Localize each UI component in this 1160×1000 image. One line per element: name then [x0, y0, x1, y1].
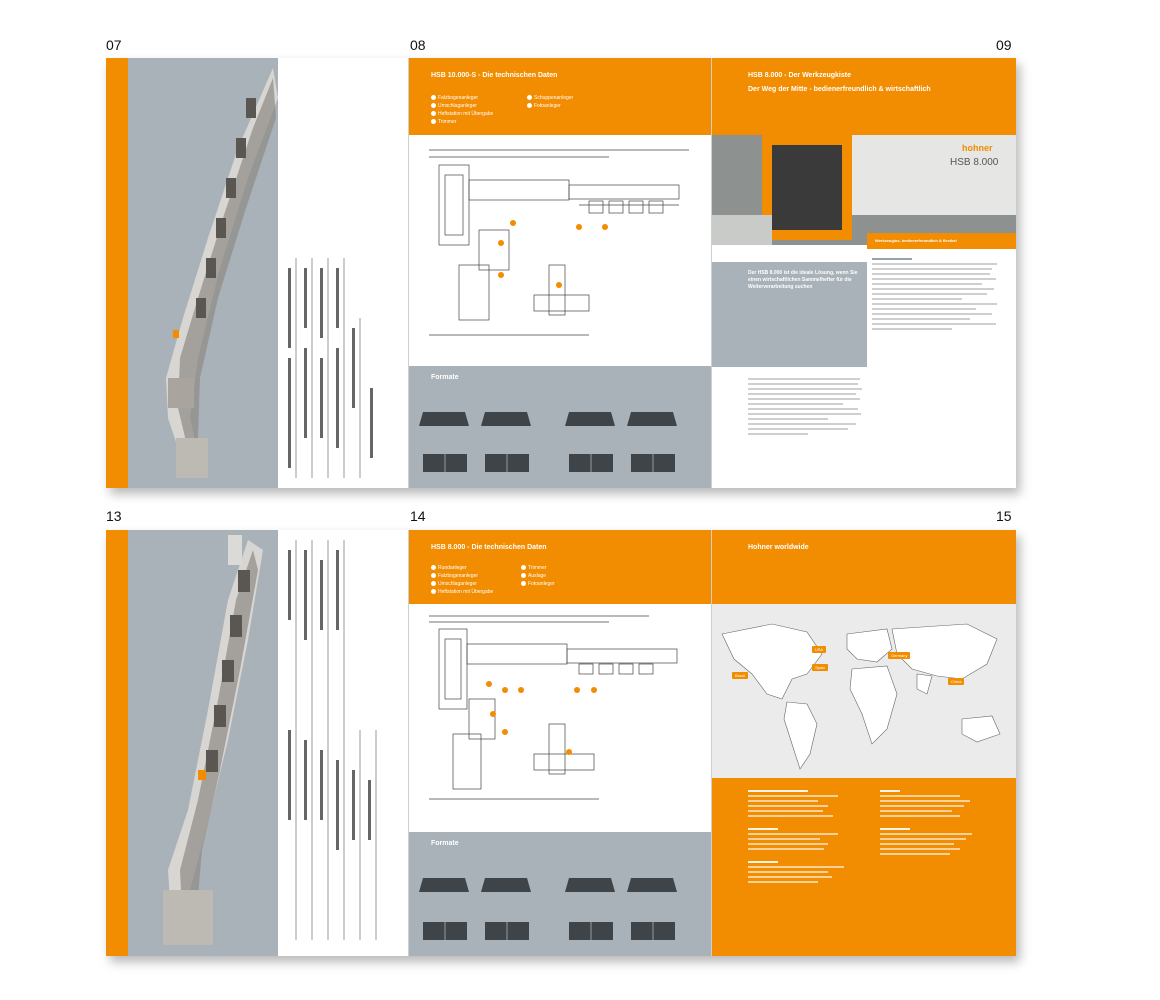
page-07	[106, 58, 408, 488]
legend-item: Trimmer	[431, 118, 493, 126]
machine-photo-panel	[128, 58, 278, 488]
formate-title: Formate	[431, 840, 459, 847]
orange-side-band	[106, 530, 128, 956]
formate-panel	[409, 366, 711, 488]
body-copy	[748, 378, 863, 438]
page-08	[409, 58, 711, 488]
orange-side-band	[106, 58, 128, 488]
spec-table-graphic	[278, 530, 408, 956]
page-14-title: HSB 8.000 - Die technischen Daten	[431, 544, 547, 551]
legend-item: Fotoanleger	[521, 580, 555, 588]
feature-list	[872, 258, 1002, 333]
page-08-header	[409, 58, 711, 135]
legend-item: Schuppenanleger	[527, 94, 573, 102]
world-map	[712, 604, 1016, 778]
machine-photo-icon	[128, 58, 278, 488]
page-14-header	[409, 530, 711, 604]
contacts-col1	[748, 790, 858, 886]
format-diagrams	[409, 366, 711, 488]
legend-item: Umschlaganleger	[431, 102, 493, 110]
formate-title: Formate	[431, 374, 459, 381]
page-15-header	[712, 530, 1016, 604]
contacts-panel	[712, 778, 1016, 956]
map-label-china: China	[948, 678, 964, 685]
machine-model-label: HSB 8.000	[950, 157, 999, 168]
machine-photo-icon	[128, 530, 278, 956]
legend-item: Auslage	[521, 572, 555, 580]
intro-grey-box	[712, 262, 867, 367]
machine-closeup-photo	[712, 135, 1016, 245]
page-14	[409, 530, 711, 956]
formate-panel	[409, 832, 711, 956]
map-label-spain: Spain	[812, 664, 828, 671]
brochure-spread-bottom	[106, 530, 1016, 956]
legend-item: Heftstation mit Übergabe	[431, 110, 493, 118]
brochure-spread-top	[106, 58, 1016, 488]
technical-drawing-icon	[409, 604, 711, 829]
machine-brand-logo: hohner	[962, 143, 993, 153]
legend-item: Heftstation mit Übergabe	[431, 588, 493, 596]
contacts-col2	[880, 790, 990, 858]
page-15-title: Hohner worldwide	[748, 544, 809, 551]
legend-item: Falzbogenanleger	[431, 94, 493, 102]
map-label-brazil: Brazil	[732, 672, 748, 679]
map-label-usa: USA	[812, 646, 826, 653]
page-number-15: 15	[996, 508, 1012, 524]
map-label-germany: Germany	[888, 652, 910, 659]
legend-item: Falzbogenanleger	[431, 572, 493, 580]
page-number-13: 13	[106, 508, 122, 524]
legend-item: Umschlaganleger	[431, 580, 493, 588]
feature-heading-bar	[867, 233, 1016, 249]
page-number-08: 08	[410, 37, 426, 53]
page-14-legend-col2	[521, 564, 555, 588]
spec-table-rotated	[278, 58, 408, 488]
page-09-title: HSB 8.000 - Der Werkzeugkiste	[748, 72, 851, 79]
legend-item: Rundanleger	[431, 564, 493, 572]
page-15	[712, 530, 1016, 956]
page-09	[712, 58, 1016, 488]
format-diagrams	[409, 832, 711, 956]
legend-item: Fotoanleger	[527, 102, 573, 110]
machine-photo-panel	[128, 530, 278, 956]
feature-heading: Werkzeuglos, bedienerfreundlich & flexibel	[875, 238, 957, 243]
page-09-subtitle: Der Weg der Mitte - bedienerfreundlich & wirtschaftlich	[748, 86, 931, 93]
world-map-icon	[712, 604, 1016, 778]
page-number-14: 14	[410, 508, 426, 524]
intro-text: Der HSB 8.000 ist die ideale Lösung, wenn Sie einen wirtschaftlichen Sammelhefter für die Weiterverarbeitung suchen	[748, 270, 858, 290]
page-08-legend-col2	[527, 94, 573, 110]
page-14-legend-col1	[431, 564, 493, 596]
legend-item: Trimmer	[521, 564, 555, 572]
spec-table-graphic	[278, 58, 408, 488]
page-number-07: 07	[106, 37, 122, 53]
page-08-title: HSB 10.000-S - Die technischen Daten	[431, 72, 558, 79]
page-13	[106, 530, 408, 956]
page-08-legend-col1	[431, 94, 493, 126]
spec-table-rotated	[278, 530, 408, 956]
page-09-header	[712, 58, 1016, 135]
page-number-09: 09	[996, 37, 1012, 53]
technical-drawing-icon	[409, 135, 711, 365]
